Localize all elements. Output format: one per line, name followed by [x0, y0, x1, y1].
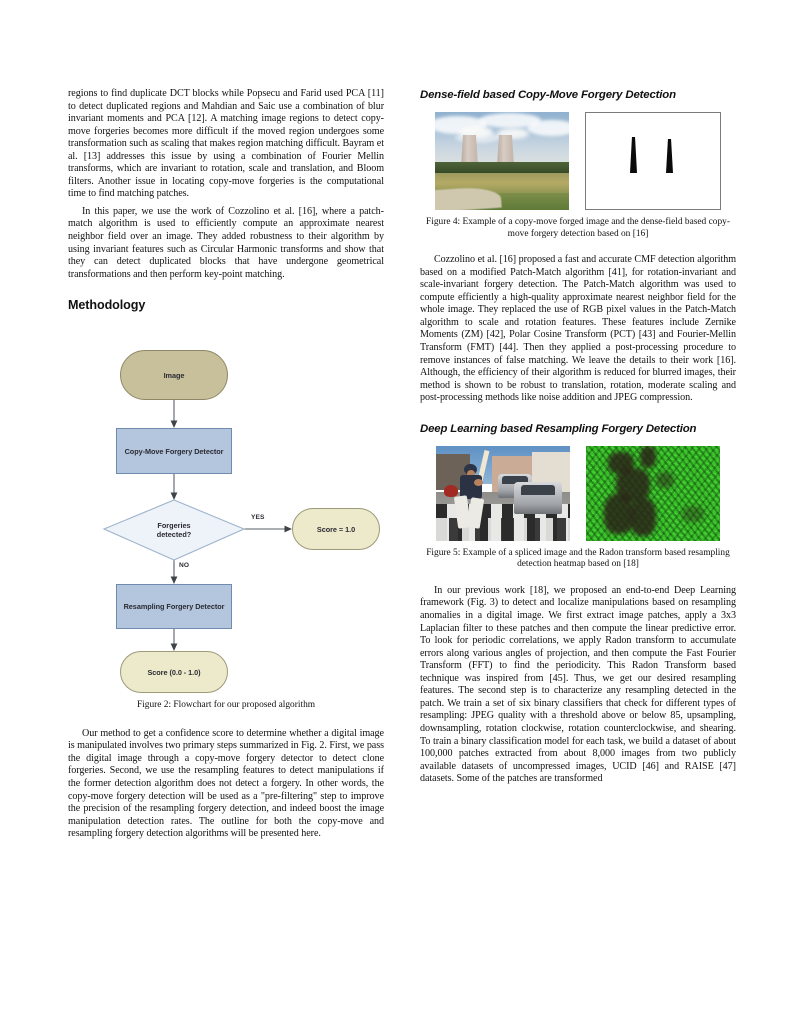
flow-edge-label-yes: YES	[251, 514, 265, 522]
red-bag	[444, 485, 458, 497]
left-paragraph-2: In this paper, we use the work of Cozzolino et al. [16], where a patch-match algorithm is used to efficiently compute an approximate nearest neighbor field over an image. They added robustness to their algorithm by using invariant features such as Circular Harmonic transforms and show that they can detect duplicated blocks that have undergone geometrical transformations and then perform key-point matching.	[68, 205, 384, 280]
right-paragraph-1: Cozzolino et al. [16] proposed a fast and accurate CMF detection algorithm based on a modified Patch-Match algorithm [41], for rotation-invariant and scale-invariant forgery detection. The Patch-Match algorithm was used to compute efficiently a high-quality approximate nearest neighbor field for the whole image. They replaced the use of RGB pixel values in the Patch-Match algorithm to scale and rotation features. These features include Zernike Moments (ZM) [42], Polar Cosine Transform (PCT) [43] and Fourier-Mellin Transform (FMT) [44]. Then they applied a post-processing procedure to remove instances of false matching. We leave the details to their work [16]. Although, the efficiency of their algorithm is reduced for blurred images, their method is shown to be robust to translation, rotation, moderate scaling and post-processing methods like noise addition and JPEG compression.	[420, 254, 736, 404]
cloud-shape	[527, 120, 569, 136]
figure-4-caption: Figure 4: Example of a copy-move forged image and the dense-field based copy-move forgery detection based on [16]	[426, 217, 730, 239]
flow-node-resampling-detector[interactable]	[116, 584, 232, 629]
subsection-heading-deep-learning: Deep Learning based Resampling Forgery Detection	[420, 422, 697, 435]
figure-2-caption: Figure 2: Flowchart for our proposed algorithm	[136, 700, 316, 711]
right-column	[420, 88, 736, 948]
heatmap-hotspot	[640, 446, 656, 468]
mask-blob-left	[630, 137, 637, 173]
flow-node-score-one-label: Score = 1.0	[316, 524, 356, 534]
flow-node-score-range-label: Score (0.0 - 1.0)	[147, 667, 201, 677]
heatmap-hotspot	[656, 472, 674, 488]
figure-4-images	[420, 112, 736, 210]
heatmap-hotspot	[682, 506, 704, 522]
section-heading-methodology: Methodology	[68, 298, 146, 313]
flow-node-decision[interactable]	[104, 500, 244, 560]
figure-2-flowchart	[68, 328, 384, 676]
figure-5-caption: Figure 5: Example of a spliced image and the Radon transform based resampling detection heatmap based on [18]	[426, 547, 730, 570]
flow-node-copy-move-detector[interactable]	[116, 428, 232, 474]
left-column	[68, 88, 384, 948]
figure-5-spliced-photo	[436, 446, 570, 541]
flow-node-score-one[interactable]	[292, 508, 380, 550]
flow-node-decision-label-line1: Forgeries	[157, 520, 191, 530]
flow-node-image-label: Image	[163, 370, 185, 380]
left-paragraph-1: regions to find duplicate DCT blocks while Popsecu and Farid used PCA [11] to detect duplicated regions and Mahdian and Saic use a combination of blur invariant moments and PCA [12]. A matching image regions to detect copy-move forgeries becomes more difficult if the moved region undergoes some transformation such as scaling that makes region matching difficult. Bayram et al. [13] addresses this issue by using a combination of Fourier Mellin transforms, which are invariant to rotation, scale and translation, and Bloom filters. Another issue in locating copy-move forgeries is the computational time to find matching patches.	[68, 88, 384, 200]
flow-node-decision-label-line2: detected?	[156, 530, 192, 540]
figure-4-forged-photo	[435, 112, 569, 210]
heatmap-hotspot	[630, 498, 656, 536]
flow-edge-label-no: NO	[179, 562, 190, 570]
figure-5-resampling-heatmap	[586, 446, 720, 541]
checkerboard-pavement	[436, 518, 570, 541]
flow-node-score-range[interactable]	[120, 651, 228, 693]
right-paragraph-2: In our previous work [18], we proposed an end-to-end Deep Learning framework (Fig. 3) to detect and localize manipulations based on resampling anomalies in a digital image. We first extract image patches, apply a 3x3 Laplacian filter to these patches and then compute the linear predictive error. To look for periodic correlations, we apply Radon transform to accumulate errors along various angles of projection, and then compute the Fast Fourier Transform (FFT) to find the periodicity. This Radon Transform based technique was inspired from [45]. Thus, we get our desired resampling features. The second step is to characterize any resampling detected in the patch. We train a set of six binary classifiers that check for different types of resampling: JPEG quality with a threshold above or below 85, upsampling, downsampling, rotation clockwise, rotation counterclockwise, and shearing. To train a binary classification model for each task, we build a dataset of about 100,000 patches extracted from about 8,000 images from two publicly available datasets of uncompressed images, UCID [46] and RAISE [47] datasets. Some of the patches are transformed	[420, 584, 736, 785]
subsection-heading-dense-field: Dense-field based Copy-Move Forgery Detection	[420, 89, 676, 101]
flow-node-copy-move-detector-label: Copy-Move Forgery Detector	[124, 446, 224, 456]
car-window	[521, 485, 555, 495]
flow-node-resampling-detector-label: Resampling Forgery Detector	[123, 602, 225, 611]
two-column-layout	[68, 88, 736, 948]
flow-node-image[interactable]	[120, 350, 228, 400]
mask-blob-right	[666, 139, 673, 173]
left-paragraph-3: Our method to get a confidence score to determine whether a digital image is manipulated involves two primary steps summarized in Fig. 2. First, we pass the digital image through a copy-move forgery detector to detect clone forgeries. Second, we use the resampling features to detect manipulations if the former detection algorithm does not detect a forgery. In other words, the copy-move forgery detection will be used as a "pre-filtering" step to improve the precision of the resampling forgery detection, and indeed boost the image manipulation detection rates. The outline for both the copy-move and resampling forgery detection algorithms will be presented here.	[68, 727, 384, 840]
figure-4-detection-mask	[585, 112, 721, 210]
figure-5-images	[420, 446, 736, 541]
player-hands	[474, 479, 483, 486]
